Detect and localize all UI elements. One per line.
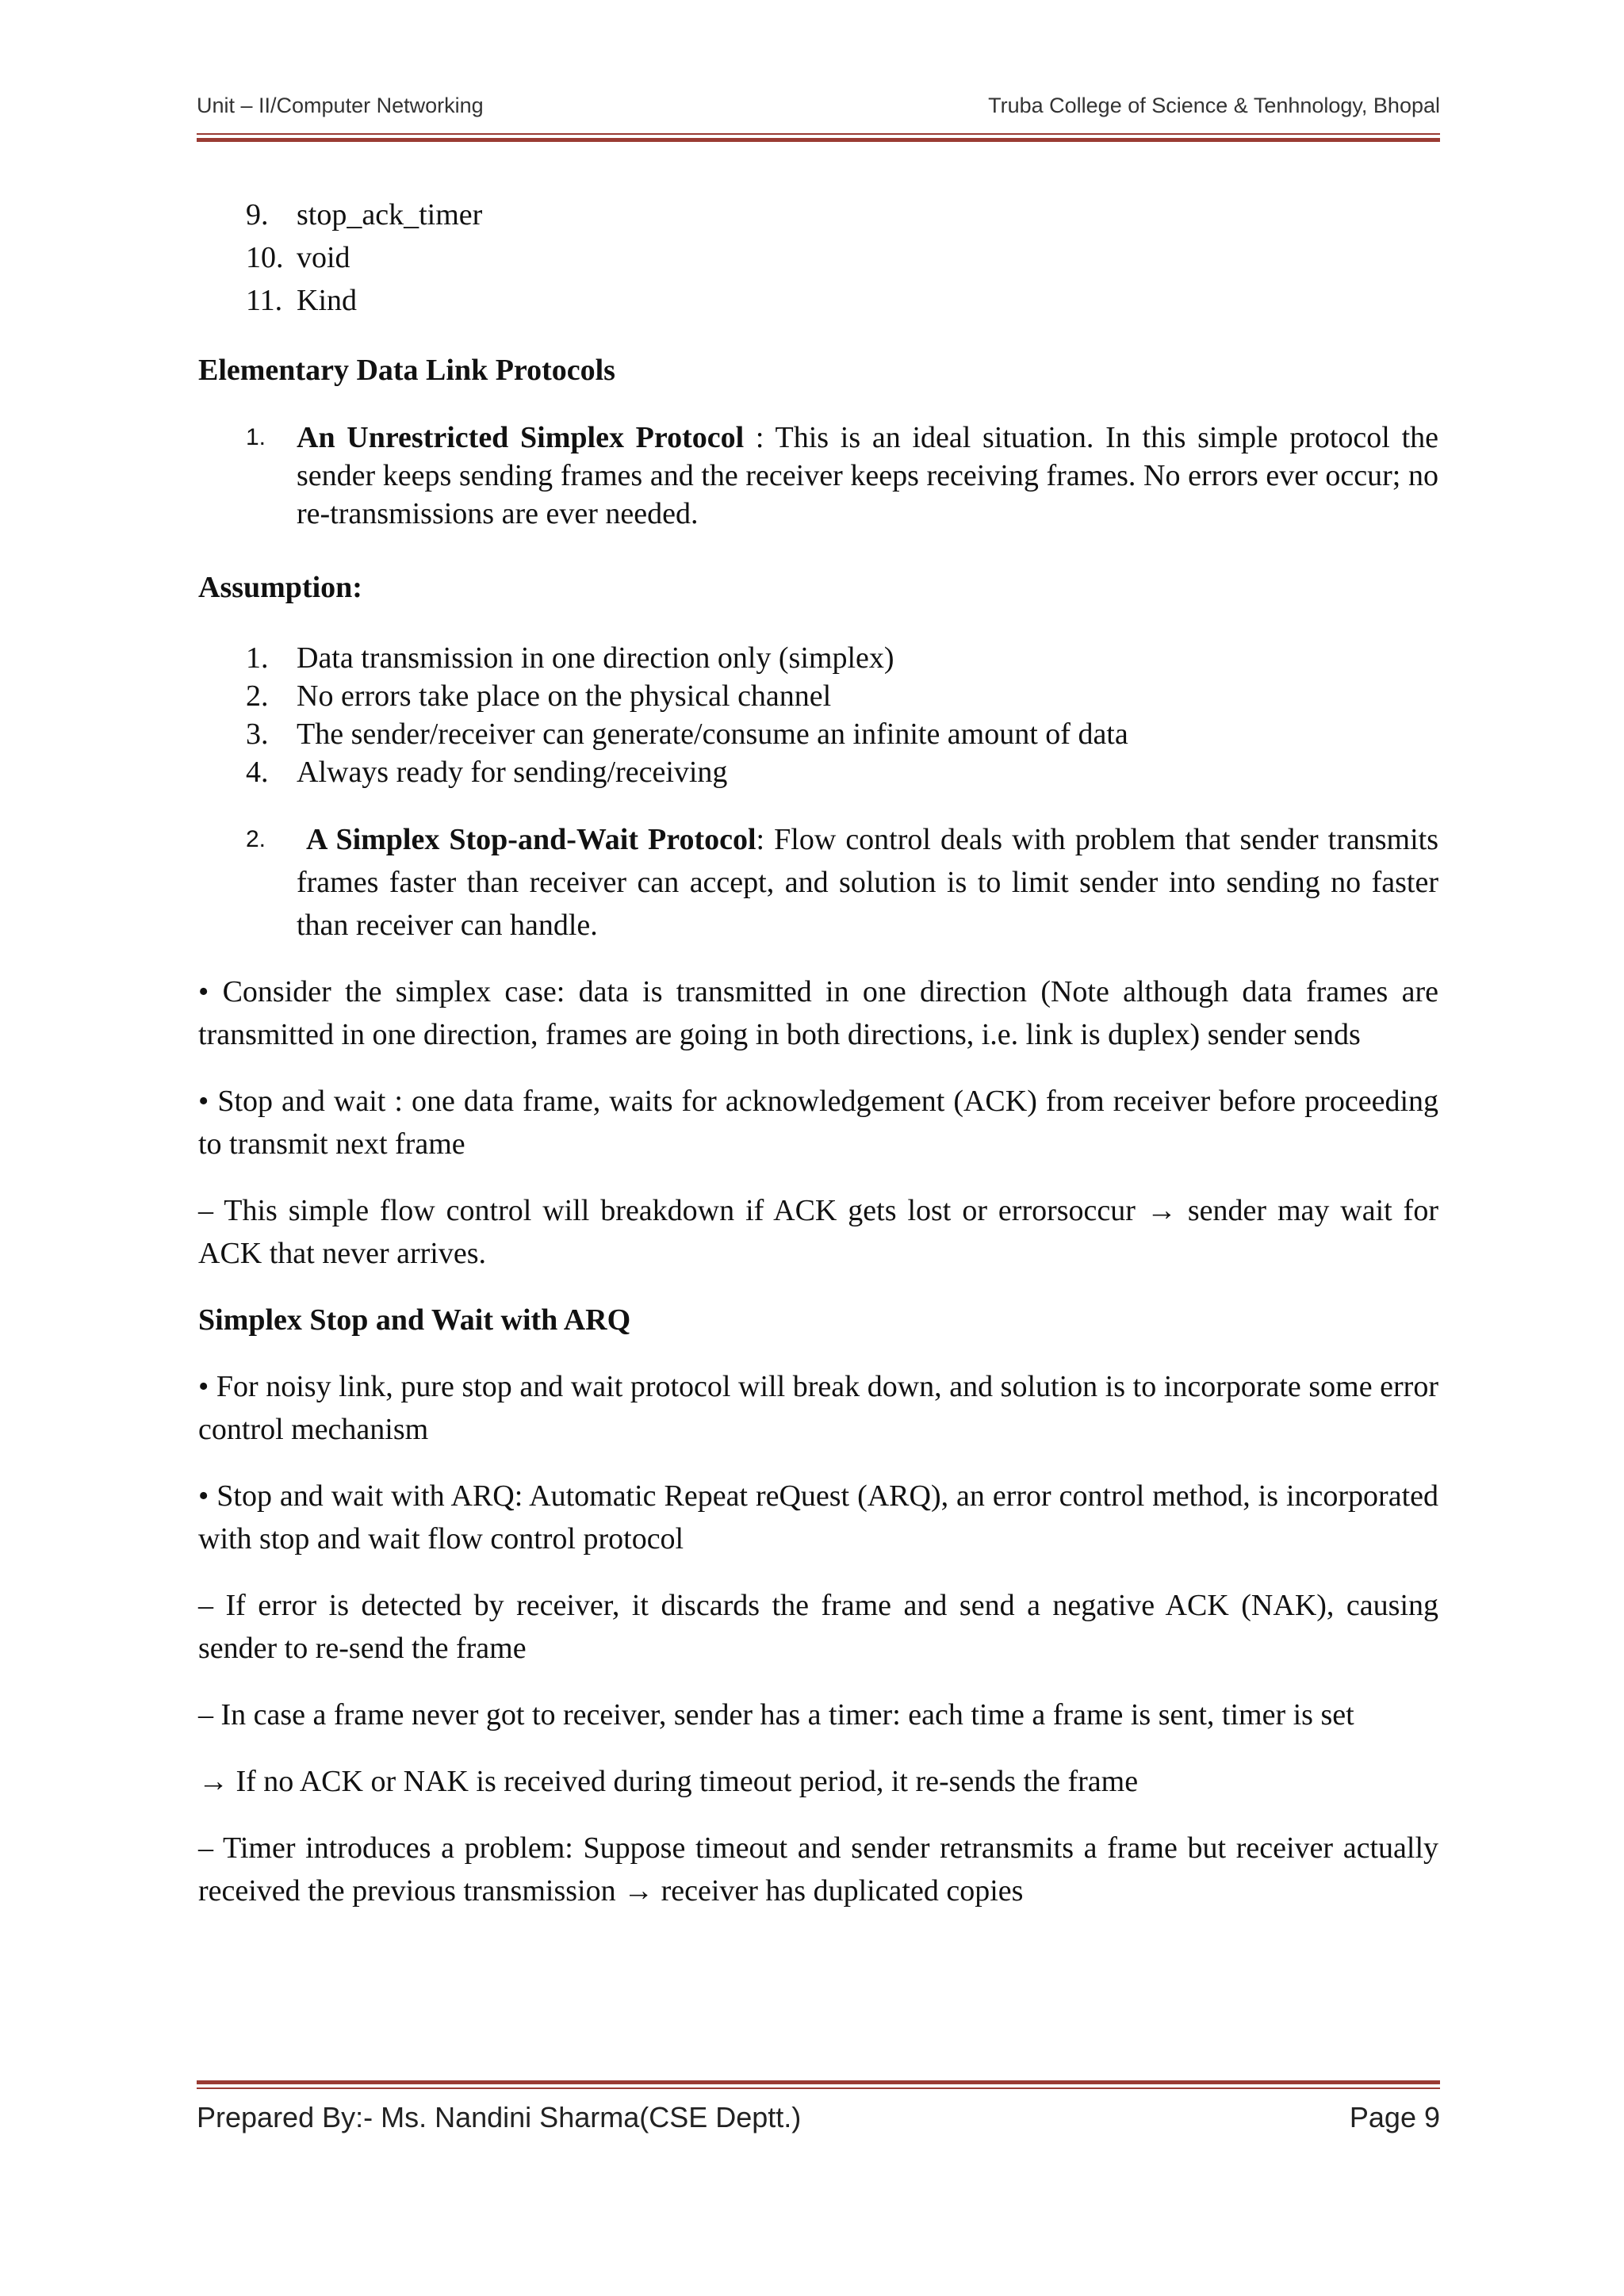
protocol-stop-and-wait — [198, 818, 1438, 947]
protocol-number: 1. — [246, 424, 266, 450]
protocol-title: A Simplex Stop-and-Wait Protocol — [306, 823, 756, 856]
assumption-list — [198, 639, 1438, 791]
paragraph: – In case a frame never got to receiver, sender has a timer: each time a frame is sent, timer is set — [198, 1698, 1354, 1732]
page-header — [197, 94, 1440, 125]
list-item — [198, 639, 1438, 677]
list-item-number: 11. — [246, 284, 283, 317]
list-item-number: 1. — [246, 641, 269, 675]
paragraph: • Stop and wait : one data frame, waits for acknowledgement (ACK) from receiver before proceeding to transmit next frame — [198, 1085, 1438, 1161]
list-item-text: The sender/receiver can generate/consume an infinite amount of data — [297, 718, 1128, 751]
list-item-text: No errors take place on the physical channel — [297, 679, 832, 713]
list-item-number: 2. — [246, 679, 269, 713]
footer-author: Prepared By:- Ms. Nandini Sharma(CSE Deptt.) — [197, 2101, 802, 2133]
list-item-text: void — [297, 241, 350, 274]
paragraph: • Stop and wait with ARQ: Automatic Repeat reQuest (ARQ), an error control method, is incorporated with stop and wait flow control protocol — [198, 1479, 1438, 1556]
list-item-text: Data transmission in one direction only (simplex) — [297, 641, 894, 675]
page-number: Page 9 — [1349, 2101, 1440, 2133]
page-footer — [197, 2101, 1440, 2141]
section-heading-arq: Simplex Stop and Wait with ARQ — [198, 1303, 631, 1337]
keyword-list — [198, 193, 1438, 322]
list-item-text: Always ready for sending/receiving — [297, 756, 728, 789]
list-item — [198, 279, 1438, 322]
header-rule-thick — [197, 138, 1440, 142]
list-item — [198, 236, 1438, 279]
protocol-unrestricted-simplex — [198, 419, 1438, 533]
header-college-name: Truba College of Science & Tenhnology, Bhopal — [988, 94, 1440, 117]
protocol-title: An Unrestricted Simplex Protocol — [297, 421, 745, 454]
assumption-heading: Assumption: — [198, 571, 362, 604]
paragraph: → If no ACK or NAK is received during timeout period, it re-sends the frame — [198, 1765, 1139, 1798]
protocol-description: : This is an ideal situation. In this simple protocol the sender keeps sending frames and the receiver keeps receiving frames. No errors ever occur; no re-transmissions are ever needed. — [297, 421, 1438, 530]
section-heading-elementary-protocols: Elementary Data Link Protocols — [198, 354, 615, 387]
paragraph: • Consider the simplex case: data is transmitted in one direction (Note although data frames are transmitted in one direction, frames are going in both directions, i.e. link is duplex) sender sends — [198, 975, 1438, 1051]
list-item — [198, 753, 1438, 791]
paragraph: – Timer introduces a problem: Suppose timeout and sender retransmits a frame but receiver actually received the previous transmission → receiver has duplicated copies — [198, 1831, 1438, 1908]
paragraph: – If error is detected by receiver, it discards the frame and send a negative ACK (NAK), causing sender to re-send the frame — [198, 1589, 1438, 1665]
list-item-number: 10. — [246, 241, 284, 274]
footer-rule-thick — [197, 2080, 1440, 2084]
protocol-description: : Flow control deals with problem that sender transmits frames faster than receiver can accept, and solution is to limit sender into sending no faster than receiver can handle. — [297, 823, 1438, 942]
protocol-number: 2. — [246, 826, 266, 852]
footer-rule-thin — [197, 2087, 1440, 2089]
page-content — [198, 193, 1438, 1912]
list-item — [198, 193, 1438, 236]
list-item-number: 9. — [246, 198, 269, 232]
list-item — [198, 715, 1438, 753]
paragraph: • For noisy link, pure stop and wait protocol will break down, and solution is to incorporate some error control mechanism — [198, 1370, 1438, 1446]
header-rule-thin — [197, 133, 1440, 135]
list-item — [198, 677, 1438, 715]
paragraph: – This simple flow control will breakdown if ACK gets lost or errorsoccur → sender may wait for ACK that never arrives. — [198, 1194, 1438, 1270]
list-item-text: Kind — [297, 284, 357, 317]
header-unit-title: Unit – II/Computer Networking — [197, 94, 484, 117]
list-item-text: stop_ack_timer — [297, 198, 483, 232]
list-item-number: 4. — [246, 756, 269, 789]
list-item-number: 3. — [246, 718, 269, 751]
